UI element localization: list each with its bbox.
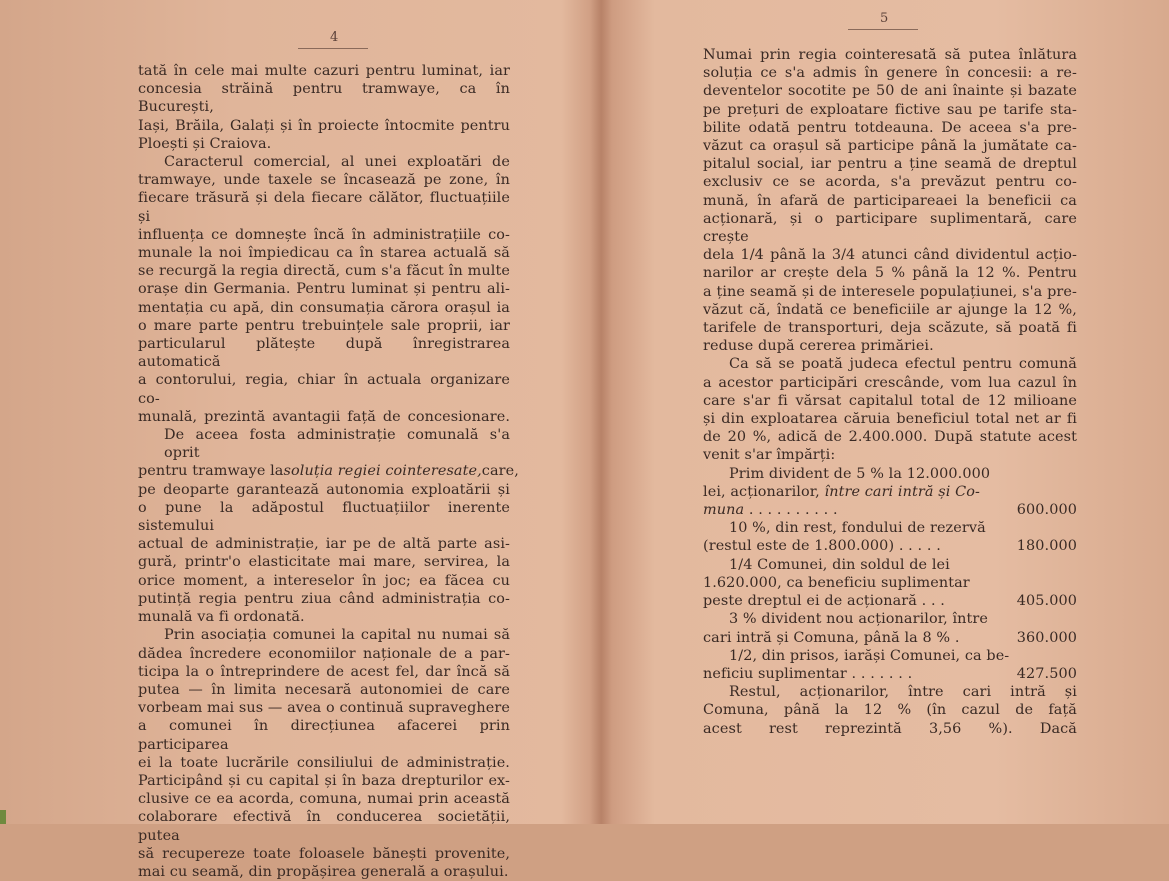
text-line: munală, prezintă avantagii față de concesionare. — [138, 408, 510, 425]
text-line: tramwaye, unde taxele se încasează pe zone, în — [138, 172, 510, 189]
text-fragment: care, — [481, 463, 519, 480]
text-line: pe deoparte garantează autonomia exploatării și — [138, 481, 510, 498]
italic-text: muna — [703, 502, 745, 519]
header-rule — [298, 48, 368, 49]
text-line: putea — în limita necesară autonomiei de care — [138, 681, 510, 698]
text-line: influența ce domnește încă în administrațiile co- — [138, 226, 510, 243]
table-row — [703, 629, 1077, 647]
text-line: particularul plătește după înregistrarea automatică — [138, 336, 510, 371]
text-line: să recupereze toate foloasele bănești provenite, — [138, 845, 510, 862]
text-line: dela 1/4 până la 3/4 atunci când dividentul acțio- — [703, 247, 1077, 264]
text-line: venit s'ar împărți: — [703, 447, 836, 464]
right-page — [612, 0, 1169, 824]
page-number: 5 — [880, 11, 889, 26]
text-line: orice moment, a intereselor în joc; ea făcea cu — [138, 572, 510, 589]
text-line: mentația cu apă, din consumația cărora orașul ia — [138, 299, 510, 316]
table-row: 1.620.000, ca beneficiu suplimentar — [703, 574, 970, 591]
text-line: pe prețuri de exploatare fictive sau pe tarife sta- — [703, 101, 1077, 118]
text-fragment: lei, acționarilor, — [703, 483, 820, 500]
text-line: gură, printr'o elasticitate mai mare, servirea, la — [138, 554, 510, 571]
text-line: orașe din Germania. Pentru luminat și pentru ali- — [138, 281, 510, 298]
table-row: Prim divident de 5 % la 12.000.000 — [729, 465, 991, 482]
text-line: de 20 %, adică de 2.400.000. După statute acest — [703, 429, 1077, 446]
text-line: munală va fi ordonată. — [138, 609, 305, 626]
text-line: a contorului, regia, chiar în actuala organizare co- — [138, 372, 510, 407]
table-row — [703, 483, 1077, 501]
text-line: o mare parte pentru trebuințele sale proprii, iar — [138, 317, 510, 334]
table-row: 10 %, din rest, fondului de rezervă — [729, 520, 986, 537]
text-line: colaborare efectivă în conducerea societății, putea — [138, 809, 510, 844]
table-label: (restul este de 1.800.000) . . . . . — [703, 538, 941, 555]
text-line: a comunei în direcțiunea afacerei prin participarea — [138, 718, 510, 753]
text-line: văzut ca orașul să participe până la jumătate ca- — [703, 138, 1077, 155]
text-line: actual de administrație, iar pe de altă parte asi- — [138, 536, 510, 553]
page-body — [138, 62, 519, 881]
italic-text: soluția regiei cointeresate, — [283, 463, 482, 480]
text-line: dădea încredere economiilor naționale de a par- — [138, 645, 510, 662]
text-line: Restul, acționarilor, între cari intră și — [729, 684, 1077, 701]
table-row — [703, 501, 1077, 519]
text-line: se recurgă la regia directă, cum s'a făcut în multe — [138, 263, 510, 280]
text-line: ticipa la o întreprindere de acest fel, dar încă să — [138, 663, 510, 680]
amount-value: 360.000 — [1016, 629, 1077, 646]
text-line: deventelor socotite pe 50 de ani înainte și bazate — [703, 83, 1077, 100]
text-line: mai cu seamă, din propășirea generală a orașului. — [138, 863, 509, 880]
text-line: exclusiv ce se acorda, s'a prevăzut pentru co- — [703, 174, 1077, 191]
text-line: concesia străină pentru tramwaye, ca în București, — [138, 81, 510, 116]
corner-stain — [0, 810, 6, 824]
text-line: acest rest reprezintă 3,56 %). Dacă — [703, 720, 1077, 737]
text-fragment: pentru tramwaye la — [138, 463, 284, 480]
table-row: 1/2, din prisos, iarăși Comunei, ca be- — [729, 647, 1010, 664]
text-line: tată în cele mai multe cazuri pentru luminat, iar — [138, 63, 510, 79]
text-line: și din exploatarea căruia beneficiul total net ar fi — [703, 411, 1077, 428]
table-row — [703, 592, 1077, 610]
book-gutter — [590, 0, 612, 824]
text-line: putință regia pentru ziua când administrația co- — [138, 590, 510, 607]
amount-value: 427.500 — [1016, 665, 1077, 682]
amount-value: 600.000 — [1016, 502, 1077, 519]
table-label: neficiu suplimentar . . . . . . . — [703, 665, 913, 682]
leader-dots: . . . . . . . . . . — [748, 502, 838, 519]
text-line: Prin asociația comunei la capital nu numai să — [164, 627, 510, 644]
text-line: narilor ar crește dela 5 % până la 12 %. Pentru — [703, 265, 1077, 282]
text-line: De aceea fosta administrație comunală s'a oprit — [164, 427, 510, 462]
text-line: ei la toate lucrările consiliului de administrație. — [138, 754, 510, 771]
text-line: o pune la adăpostul fluctuațiilor inerente sistemului — [138, 499, 510, 535]
text-line: văzut că, îndată ce beneficiile ar ajunge la 12 %, — [703, 301, 1077, 318]
text-line — [138, 462, 519, 480]
table-label — [703, 501, 1013, 519]
text-line: munale la noi împiedicau ca în starea actuală să — [138, 245, 510, 262]
text-line: fiecare trăsură și dela fiecare călător, fluctuațiile și — [138, 190, 510, 225]
page-number: 4 — [330, 30, 339, 45]
text-line: soluția ce s'a admis în genere în concesii: a re- — [703, 65, 1077, 82]
text-line: mună, în afară de participareaei la beneficii ca — [703, 192, 1077, 209]
text-line: Iași, Brăila, Galați și în proiecte întocmite pentru — [138, 117, 510, 134]
italic-text: între cari intră și Co- — [824, 483, 980, 500]
text-line: a acestor participări crescânde, vom lua cazul în — [703, 374, 1077, 391]
text-line: reduse după cererea primăriei. — [703, 338, 934, 355]
table-label: cari intră și Comuna, până la 8 % . — [703, 629, 960, 646]
text-line: acționară, și o participare suplimentară, care crește — [703, 210, 1077, 246]
text-line: care s'ar fi vărsat capitalul total de 12 milioane — [703, 392, 1077, 409]
table-row — [703, 537, 1077, 555]
text-line: Participând și cu capital și în baza drepturilor ex- — [138, 772, 510, 789]
text-line: a ține seamă și de interesele populațiunei, s'a pre- — [703, 283, 1077, 300]
table-label: peste dreptul ei de acționară . . . — [703, 593, 945, 610]
text-line: Ploești și Craiova. — [138, 135, 272, 152]
page-body — [703, 46, 1077, 738]
table-row: 3 % divident nou acționarilor, între — [729, 611, 989, 628]
table-row — [703, 665, 1077, 683]
text-line: pitalul social, iar pentru a ține seamă de dreptul — [703, 156, 1077, 173]
text-line: Numai prin regia cointeresată să putea înlătura — [703, 47, 1077, 63]
text-line: Comuna, până la 12 % (în cazul de față — [703, 702, 1077, 719]
text-line: clusive ce ea acorda, comuna, numai prin această — [138, 791, 510, 808]
text-line: Ca să se poată judeca efectul pentru comună — [729, 356, 1077, 373]
text-line: tarifele de transporturi, deja scăzute, să poată fi — [703, 320, 1077, 337]
text-line: vorbeam mai sus — avea o continuă supraveghere — [138, 700, 510, 717]
amount-value: 405.000 — [1016, 593, 1077, 610]
text-line: bilite odată pentru totdeauna. De aceea s'a pre- — [703, 119, 1077, 136]
text-line: Caracterul comercial, al unei exploatări de — [164, 154, 510, 171]
table-row: 1/4 Comunei, din soldul de lei — [729, 556, 950, 573]
amount-value: 180.000 — [1016, 538, 1077, 555]
header-rule — [848, 29, 918, 30]
